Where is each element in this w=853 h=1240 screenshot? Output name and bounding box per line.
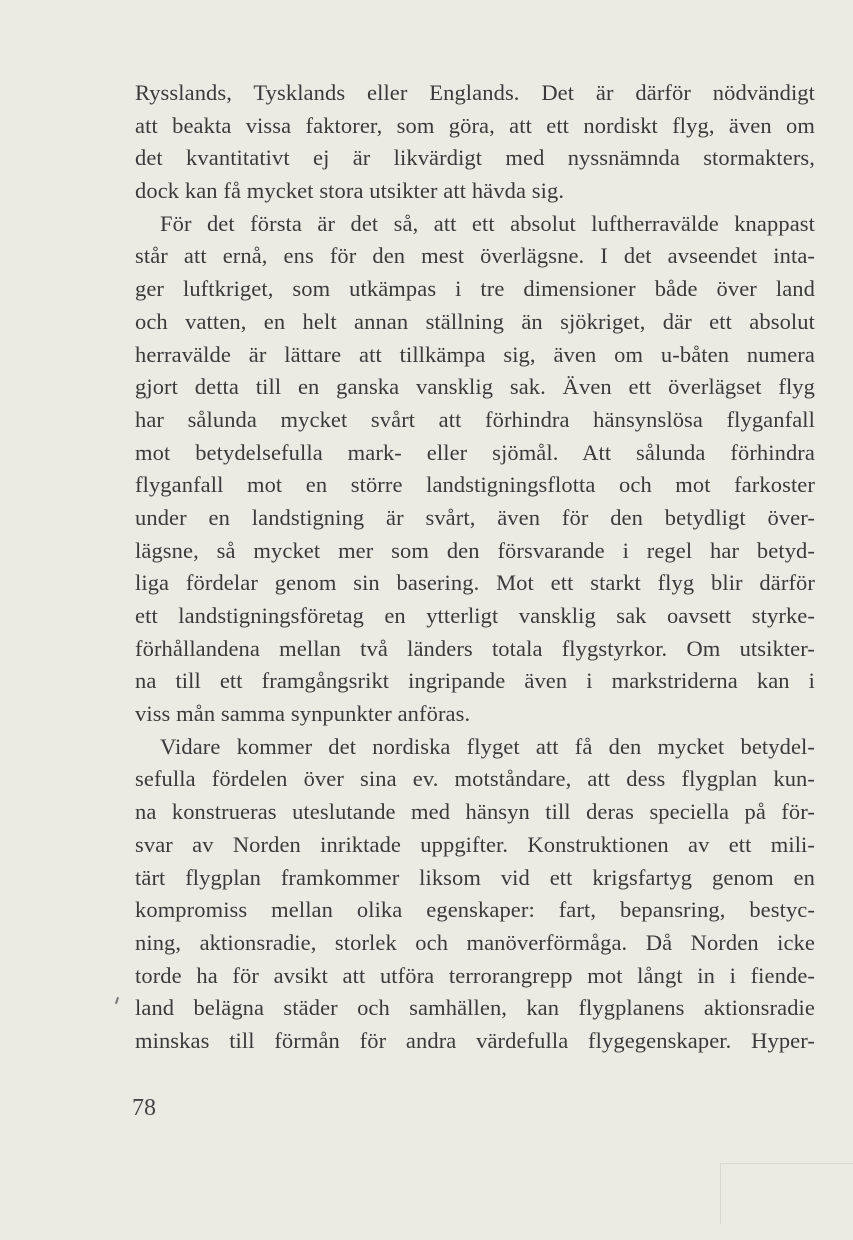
text-line: land belägna städer och samhällen, kan flygplanens aktionsradie [135, 995, 815, 1021]
text-line: liga fördelar genom sin basering. Mot ett starkt flyg blir därför [135, 570, 815, 596]
text-line: lägsne, så mycket mer som den försvarande i regel har betyd- [135, 537, 815, 563]
text-line: har sålunda mycket svårt att förhindra hänsynslösa flyganfall [135, 406, 815, 432]
text-line: gjort detta till en ganska vansklig sak. Även ett överlägset flyg [135, 374, 815, 400]
text-line: Rysslands, Tysklands eller Englands. Det är därför nödvändigt [135, 80, 815, 105]
text-line: dock kan få mycket stora utsikter att hävda sig. [135, 178, 565, 204]
text-line: minskas till förmån för andra värdefulla flygegenskaper. Hyper- [135, 1027, 815, 1053]
text-line: under en landstigning är svårt, även för den betydligt över- [135, 504, 815, 530]
text-line: tärt flygplan framkommer liksom vid ett krigsfartyg genom en [135, 864, 815, 890]
text-line: sefulla fördelen över sina ev. motståndare, att dess flygplan kun- [135, 766, 815, 792]
text-line: svar av Norden inriktade uppgifter. Konstruktionen av ett mili- [135, 831, 815, 857]
text-line: herravälde är lättare att tillkämpa sig, även om u-båten numera [135, 341, 815, 367]
text-line: viss mån samma synpunkter anföras. [135, 701, 471, 727]
text-line: na till ett framgångsrikt ingripande även i markstriderna kan i [135, 668, 815, 694]
page-number: 78 [132, 1095, 156, 1121]
text-line: Vidare kommer det nordiska flyget att få den mycket betydel- [160, 733, 815, 759]
text-line: står att ernå, ens för den mest överlägsne. I det avseendet inta- [135, 243, 815, 269]
body-text [135, 77, 815, 1058]
text-line: torde ha för avsikt att utföra terrorangrepp mot långt in i fiende- [135, 962, 815, 988]
text-line: kompromiss mellan olika egenskaper: fart, bepansring, bestyc- [135, 897, 815, 923]
text-line: och vatten, en helt annan ställning än sjökriget, där ett absolut [135, 308, 815, 334]
text-line: ger luftkriget, som utkämpas i tre dimensioner både över land [135, 276, 815, 302]
text-line: flyganfall mot en större landstigningsflotta och mot farkoster [135, 472, 815, 498]
text-line: na konstrueras uteslutande med hänsyn till deras speciella på för- [135, 799, 815, 825]
text-line: det kvantitativt ej är likvärdigt med nyssnämnda stormakters, [135, 145, 815, 171]
text-line: För det första är det så, att ett absolut luftherravälde knappast [160, 210, 815, 236]
text-line: ett landstigningsföretag en ytterligt vansklig sak oavsett styrke- [135, 603, 815, 628]
stray-ink-mark [115, 997, 119, 1004]
text-line: ning, aktionsradie, storlek och manöverförmåga. Då Norden icke [135, 929, 815, 955]
scan-corner-frame [720, 1163, 853, 1224]
text-line: att beakta vissa faktorer, som göra, att ett nordiskt flyg, även om [135, 112, 815, 138]
text-line: mot betydelsefulla mark- eller sjömål. Att sålunda förhindra [135, 439, 815, 465]
text-line: förhållandena mellan två länders totala flygstyrkor. Om utsikter- [135, 635, 815, 661]
